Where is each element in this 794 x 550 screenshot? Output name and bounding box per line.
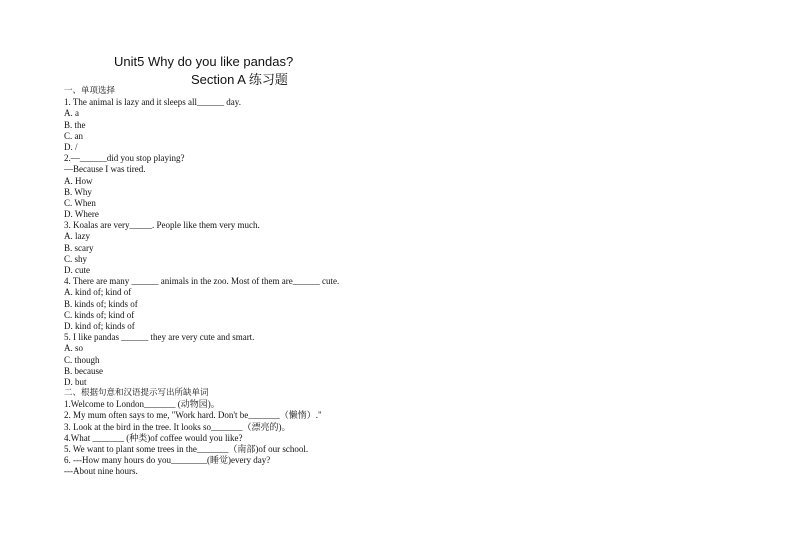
question-line: 6. ---How many hours do you________(睡觉)every day? bbox=[64, 455, 271, 466]
option-line: B. because bbox=[64, 365, 103, 376]
option-line: A. so bbox=[64, 343, 84, 354]
option-line: D. / bbox=[64, 141, 78, 152]
option-line: D. cute bbox=[64, 265, 90, 275]
option-line: B. the bbox=[64, 119, 86, 130]
question-line: 3. Koalas are very_____. People like them very much. bbox=[64, 220, 260, 231]
option-line: A. How bbox=[64, 175, 93, 186]
option-line: C. kinds of; kind of bbox=[64, 309, 135, 320]
question-line: 2. My mum often says to me, "Work hard. Don't be_______（懒惰）." bbox=[64, 410, 322, 421]
question-line: 1.Welcome to London_______ (动物园)。 bbox=[64, 399, 220, 410]
option-line: C. though bbox=[64, 354, 100, 365]
section-heading: 二、根据句意和汉语提示写出所缺单词 bbox=[64, 388, 209, 399]
question-line: 1. The animal is lazy and it sleeps all______ day. bbox=[64, 97, 241, 108]
option-line: B. kinds of; kinds of bbox=[64, 298, 138, 309]
option-line: D. but bbox=[64, 376, 87, 387]
section-heading: 一、单项选择 bbox=[64, 86, 116, 96]
answer-line: ---About nine hours. bbox=[64, 466, 138, 477]
question-line: 2.—______did you stop playing? bbox=[64, 153, 185, 164]
option-line: C. shy bbox=[64, 253, 88, 264]
option-line: C. When bbox=[64, 197, 96, 208]
question-line: 3. Look at the bird in the tree. It looks so_______（漂亮的)。 bbox=[64, 421, 291, 432]
option-line: D. kind of; kinds of bbox=[64, 320, 135, 331]
worksheet-subtitle: Section A 练习题 bbox=[191, 72, 288, 87]
worksheet-body bbox=[64, 86, 764, 478]
option-line: A. a bbox=[64, 108, 79, 119]
option-line: C. an bbox=[64, 130, 83, 141]
question-line: 5. I like pandas ______ they are very cute and smart. bbox=[64, 332, 255, 343]
question-line: —Because I was tired. bbox=[64, 164, 146, 175]
question-line: 5. We want to plant some trees in the_______（南部)of our school. bbox=[64, 444, 309, 454]
option-line: A. kind of; kind of bbox=[64, 287, 132, 298]
option-line: D. Where bbox=[64, 209, 99, 220]
worksheet-title: Unit5 Why do you like pandas? bbox=[114, 54, 294, 69]
option-line: B. Why bbox=[64, 186, 92, 197]
question-line: 4.What _______ (种类)of coffee would you like? bbox=[64, 432, 243, 443]
option-line: B. scary bbox=[64, 242, 94, 253]
question-line: 4. There are many ______ animals in the zoo. Most of them are______ cute. bbox=[64, 276, 340, 287]
option-line: A. lazy bbox=[64, 231, 90, 242]
